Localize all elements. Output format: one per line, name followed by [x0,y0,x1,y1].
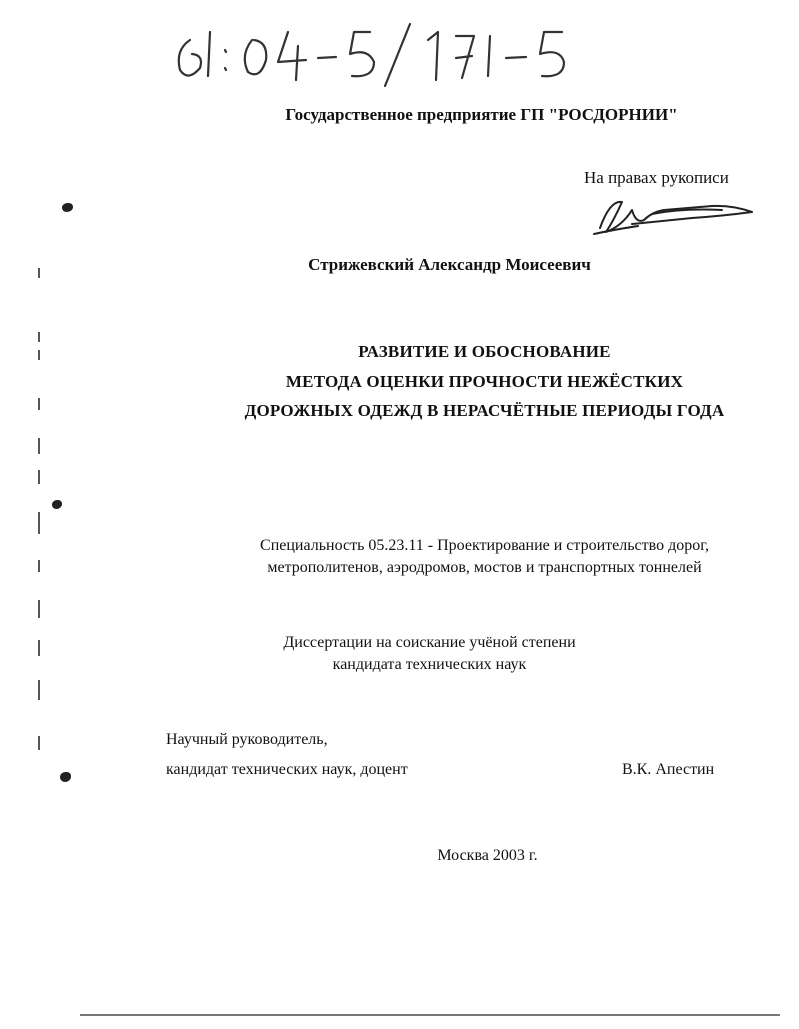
scan-mark [38,268,40,278]
punch-dot-2 [52,500,62,509]
dissertation-line-1: Диссертации на соискание учёной степени [283,634,576,651]
specialty-block [0,535,799,579]
dissertation-block [0,632,799,676]
handwritten-archive-code [170,10,630,90]
scan-mark [38,736,40,750]
supervisor-label: Научный руководитель, [166,731,328,748]
specialty-line-2: метрополитенов, аэродромов, мостов и транспортных тоннелей [267,559,702,576]
scan-mark [38,512,40,534]
city-year: Москва 2003 г. [437,847,538,864]
supervisor-name: В.К. Апестин [622,761,715,778]
author-name: Стрижевский Александр Моисеевич [308,255,591,274]
scan-mark [38,398,40,410]
specialty-line-1: Специальность 05.23.11 - Проектирование и строительство дорог, [260,537,709,554]
punch-dot-3 [60,772,71,782]
title-line-1: РАЗВИТИЕ И ОБОСНОВАНИЕ [358,342,611,361]
dissertation-line-2: кандидата технических наук [332,656,527,673]
rights-note: На правах рукописи [584,168,729,187]
scan-mark [38,560,40,572]
archive-code-text: 61:04-5/171-5 [170,10,176,11]
scan-mark [38,438,40,454]
supervisor-degree: кандидат технических наук, доцент [166,761,408,778]
scan-mark [38,600,40,618]
bottom-rule [80,1014,780,1016]
title-line-3: ДОРОЖНЫХ ОДЕЖД В НЕРАСЧЁТНЫЕ ПЕРИОДЫ ГОДА [244,401,725,420]
organization-name: Государственное предприятие ГП "РОСДОРНИИ" [285,105,678,124]
scan-mark [38,350,40,360]
scan-mark [38,332,40,342]
signature [592,190,757,240]
scan-mark [38,680,40,700]
punch-dot-1 [62,203,73,212]
scan-mark [38,640,40,656]
title-line-2: МЕТОДА ОЦЕНКИ ПРОЧНОСТИ НЕЖЁСТКИХ [285,372,684,391]
scan-mark [38,470,40,484]
